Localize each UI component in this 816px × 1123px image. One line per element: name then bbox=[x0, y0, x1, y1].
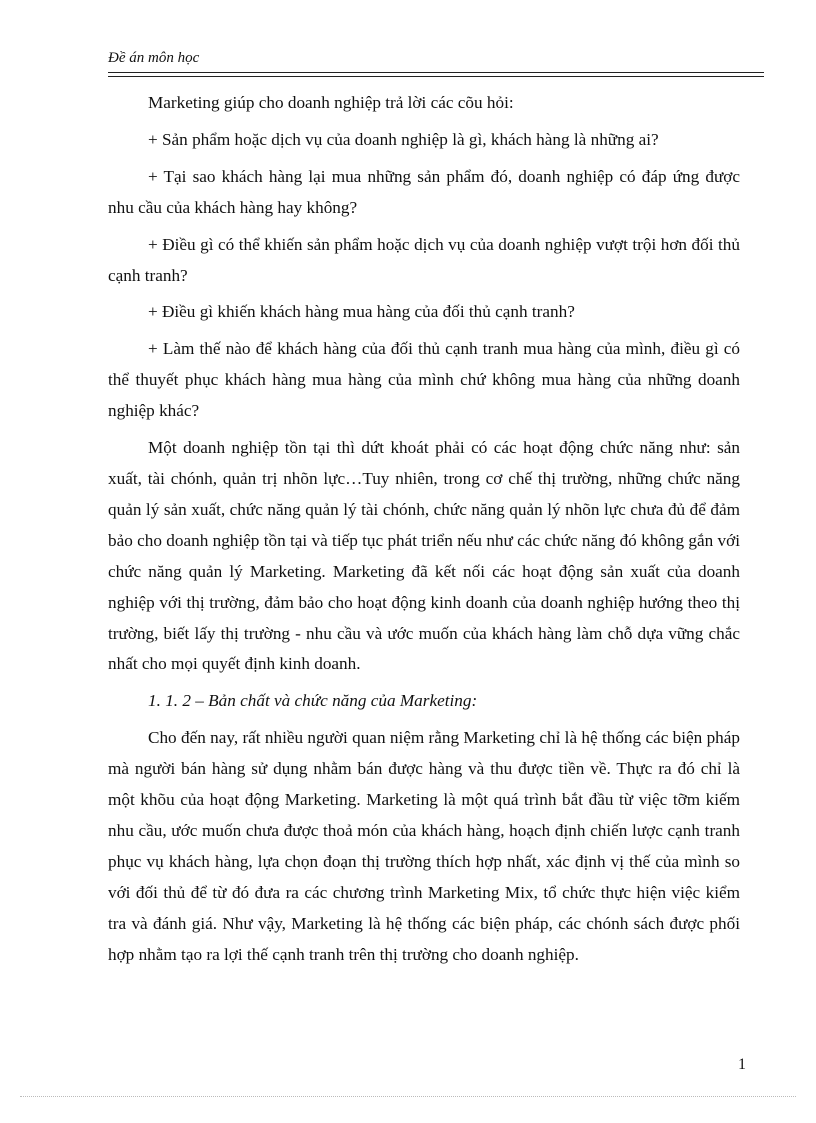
header-rule-top bbox=[108, 72, 764, 73]
page-header-title: Đề án môn học bbox=[108, 50, 200, 66]
paragraph-question-3: + Điều gì có thể khiến sản phẩm hoặc dịch vụ của doanh nghiệp vượt trội hơn đối thủ cạnh tranh? bbox=[108, 234, 740, 285]
document-body bbox=[108, 88, 740, 976]
paragraph-question-5: + Làm thế nào để khách hàng của đối thủ cạnh tranh mua hàng của mình, điều gì có thể thuyết phục khách hàng mua hàng của mình chứ không mua hàng của những doanh nghiệp khác? bbox=[108, 339, 740, 421]
paragraph-functions: Một doanh nghiệp tồn tại thì dứt khoát phải có các hoạt động chức năng như: sản xuất, tài chónh, quản trị nhõn lực…Tuy nhiên, trong cơ chế thị trường, những chức năng quản lý sản xuất, chức năng quản lý tài chónh, chức năng quản lý nhõn lực chưa đủ để đảm bảo cho doanh nghiệp tồn tại và tiếp tục phát triển nếu như các chức năng đó không gắn với chức năng quản lý Marketing. Marketing đã kết nối các hoạt động sản xuất của doanh nghiệp với thị trường, đảm bảo cho hoạt động kinh doanh của doanh nghiệp hướng theo thị trường, biết lấy thị trường - nhu cầu và ước muốn của khách hàng làm chỗ dựa vững chắc nhất cho mọi quyết định kinh doanh. bbox=[108, 438, 740, 674]
header-rule-bottom bbox=[108, 76, 764, 77]
paragraph-question-1: + Sản phẩm hoặc dịch vụ của doanh nghiệp là gì, khách hàng là những ai? bbox=[148, 129, 659, 149]
page-bottom-border bbox=[20, 1096, 796, 1097]
page-number: 1 bbox=[738, 1056, 746, 1073]
section-heading: 1. 1. 2 – Bản chất và chức năng của Marketing: bbox=[148, 691, 478, 711]
paragraph-question-2: + Tại sao khách hàng lại mua những sản phẩm đó, doanh nghiệp có đáp ứng được nhu cầu của khách hàng hay không? bbox=[108, 166, 740, 217]
paragraph-intro: Marketing giúp cho doanh nghiệp trả lời các cõu hỏi: bbox=[148, 93, 514, 112]
paragraph-definition: Cho đến nay, rất nhiều người quan niệm rằng Marketing chỉ là hệ thống các biện pháp mà người bán hàng sử dụng nhằm bán được hàng và thu được tiền về. Thực ra đó chỉ là một khõu của hoạt động Marketing. Marketing là một quá trình bắt đầu từ việc tỡm kiếm nhu cầu, ước muốn chưa được thoả món của khách hàng, hoạch định chiến lược cạnh tranh phục vụ khách hàng, lựa chọn đoạn thị trường thích hợp nhất, xác định vị thế của mình so với đối thủ để từ đó đưa ra các chương trình Marketing Mix, tổ chức thực hiện việc kiểm tra và đánh giá. Như vậy, Marketing là hệ thống các biện pháp, các chónh sách được phối hợp nhằm tạo ra lợi thế cạnh tranh trên thị trường cho doanh nghiệp. bbox=[108, 728, 740, 964]
paragraph-question-4: + Điều gì khiến khách hàng mua hàng của đối thủ cạnh tranh? bbox=[148, 302, 575, 322]
